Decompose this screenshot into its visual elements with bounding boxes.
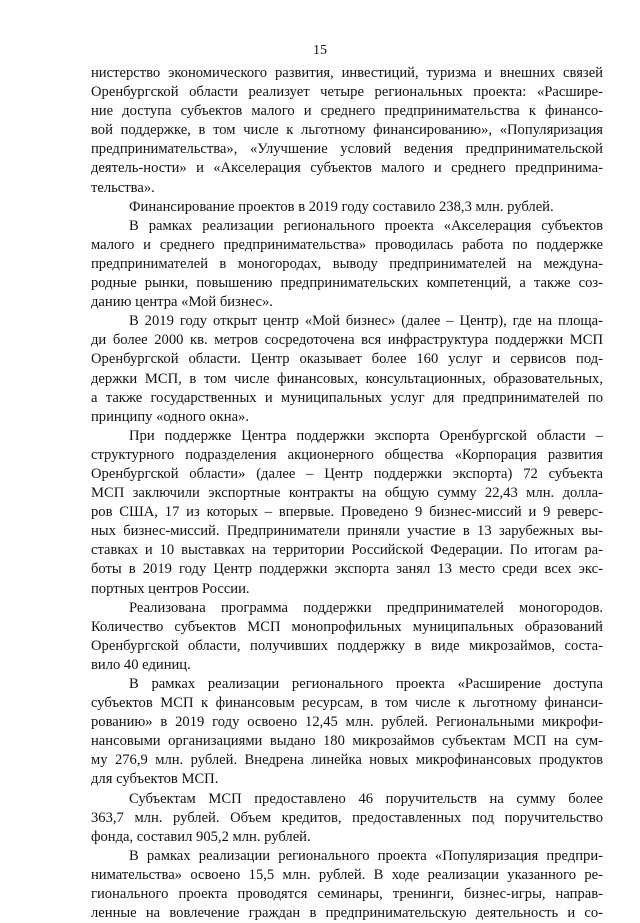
text-line: тельства».	[91, 179, 155, 196]
text-line: фонда, составил 905,2 млн. рублей.	[91, 828, 311, 845]
text-line: ди более 2000 кв. метров сосредоточена вся инфраструктура поддержки МСП	[91, 332, 603, 349]
text-line: ленные на вовлечение граждан в предпринимательскую деятельность и со-	[91, 905, 603, 922]
text-line: предпринимательства», «Улучшение условий ведения предпринимательской	[91, 141, 603, 158]
paragraph	[91, 790, 603, 847]
text-line: вило 40 единиц.	[91, 656, 191, 673]
text-line: вой поддержке, в том числе к льготному финансированию», «Популяризация	[91, 122, 603, 139]
text-line: нистерство экономического развития, инвестиций, туризма и внешних связей	[91, 65, 603, 81]
text-line: Оренбургской области, получивших поддержку в виде микрозаймов, соста-	[91, 637, 603, 654]
text-line: МСП заключили экспортные контракты на общую сумму 22,43 млн. долла-	[91, 485, 603, 502]
paragraph	[91, 64, 603, 198]
text-line: Оренбургской области. Центр оказывает более 160 услуг и сервисов под-	[91, 351, 603, 368]
text-line: малого и среднего предпринимательства» проводилась работа по поддержке	[91, 236, 603, 253]
paragraph	[91, 599, 603, 675]
text-line: деятель-ности» и «Акселерация субъектов малого и среднего предпринима-	[91, 160, 603, 177]
text-line: В рамках реализации регионального проекта «Популяризация предпри-	[129, 847, 603, 864]
text-line: му 276,9 млн. рублей. Внедрена линейка новых микрофинансовых продуктов	[91, 752, 603, 769]
text-line: Субъектам МСП предоставлено 46 поручительств на сумму более	[129, 790, 603, 807]
text-line: Финансирование проектов в 2019 году составило 238,3 млн. рублей.	[129, 198, 554, 215]
text-line: Количество субъектов МСП монопрофильных муниципальных образований	[91, 618, 603, 635]
document-body	[91, 64, 603, 923]
text-line: субъектов МСП к финансовым ресурсам, в том числе к льготному финанси-	[91, 695, 603, 712]
text-line: нимательства» освоено 15,5 млн. рублей. В ходе реализации указанного ре-	[91, 866, 603, 883]
text-line: При поддержке Центра поддержки экспорта Оренбургской области –	[129, 427, 603, 444]
text-line: держки МСП, в том числе финансовых, консультационных, образовательных,	[91, 370, 603, 387]
paragraph	[91, 675, 603, 790]
text-line: ставках и 10 выставках на территории Российской Федерации. По итогам ра-	[91, 542, 603, 559]
paragraph	[91, 198, 603, 217]
paragraph	[91, 217, 603, 312]
text-line: ние доступа субъектов малого и среднего предпринимательства к финансо-	[91, 103, 603, 120]
text-line: 363,7 млн. рублей. Объем кредитов, предоставленных под поручительство	[91, 809, 603, 826]
paragraph	[91, 312, 603, 427]
text-line: портных центров России.	[91, 580, 250, 597]
text-line: В рамках реализации регионального проекта «Акселерация субъектов	[129, 217, 603, 234]
text-line: В рамках реализации регионального проекта «Расширение доступа	[129, 676, 603, 692]
text-line: боты в 2019 году Центр поддержки экспорта занял 13 место среди всех экс-	[91, 561, 603, 578]
text-line: Оренбургской области» (далее – Центр поддержки экспорта) 72 субъекта	[91, 465, 603, 482]
text-line: структурного подразделения акционерного общества «Корпорация развития	[91, 446, 603, 463]
paragraph	[91, 847, 603, 923]
text-line: ров США, 17 из которых – впервые. Проведено 9 бизнес-миссий и 9 реверс-	[91, 504, 603, 521]
text-line: а также государственных и муниципальных услуг для предпринимателей по	[91, 389, 603, 406]
text-line: ных бизнес-миссий. Предприниматели приняли участие в 13 зарубежных вы-	[91, 523, 603, 540]
text-line: родные рынки, повышению предпринимательских компетенций, а также соз-	[91, 275, 603, 292]
text-line: нансовыми организациями выдано 180 микрозаймов субъектам МСП на сум-	[91, 733, 603, 750]
text-line: Реализована программа поддержки предпринимателей моногородов.	[129, 599, 603, 616]
page-number: 15	[313, 43, 327, 58]
text-line: предпринимателей в моногородах, выводу предпринимателей на междуна-	[91, 255, 603, 272]
text-line: для субъектов МСП.	[91, 771, 219, 788]
paragraph	[91, 427, 603, 599]
text-line: данию центра «Мой бизнес».	[91, 294, 273, 311]
text-line: рованию» в 2019 году освоено 12,45 млн. рублей. Региональными микрофи-	[91, 714, 603, 731]
text-line: принципу «одного окна».	[91, 408, 249, 425]
text-line: Оренбургской области реализует четыре региональных проекта: «Расшире-	[91, 84, 603, 101]
text-line: В 2019 году открыт центр «Мой бизнес» (далее – Центр), где на площа-	[129, 313, 603, 330]
text-line: гионального проекта проводятся семинары, тренинги, бизнес-игры, направ-	[91, 886, 603, 903]
